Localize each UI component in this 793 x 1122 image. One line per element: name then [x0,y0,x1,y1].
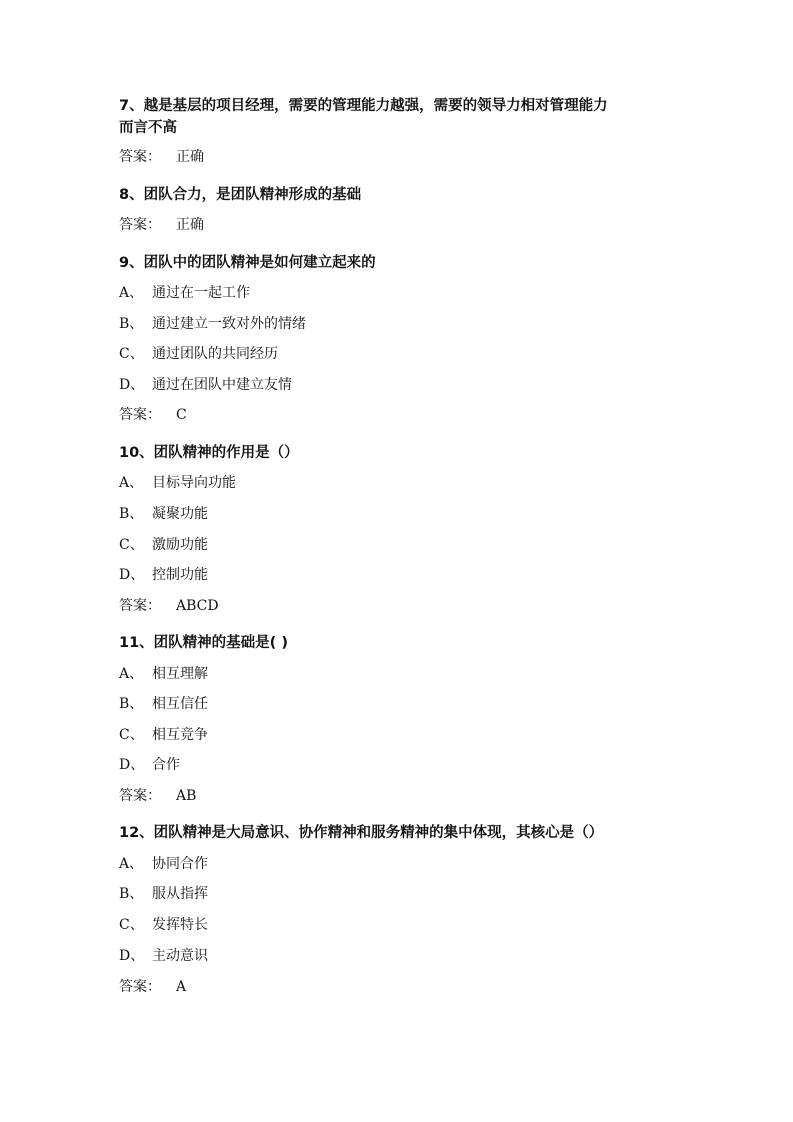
option-label: A、 [119,285,144,301]
option-a [119,664,208,684]
option-c [119,535,208,555]
option-text: 通过团队的共同经历 [152,346,278,362]
option-text: 激励功能 [152,537,208,553]
option-label: B、 [119,316,144,332]
answer-value: C [176,407,187,423]
answer-label: 答案： [119,598,161,614]
answer-value: AB [176,788,197,804]
option-c [119,344,278,364]
option-text: 协同合作 [152,856,208,872]
question-title: 9、团队中的团队精神是如何建立起来的 [119,255,376,271]
option-text: 服从指挥 [152,886,208,902]
option-a [119,473,236,493]
option-label: C、 [119,917,144,933]
question-title-continued: 而言不高 [119,120,177,136]
option-text: 发挥特长 [152,917,208,933]
option-d [119,565,208,585]
option-text: 主动意识 [152,948,208,964]
question-title: 11、团队精神的基础是( ) [119,635,288,651]
answer-line [119,977,186,997]
option-b [119,694,208,714]
answer-line [119,215,204,235]
option-c [119,725,208,745]
answer-line [119,596,219,616]
option-a [119,283,250,303]
option-text: 通过在团队中建立友情 [152,377,292,393]
option-text: 控制功能 [152,567,208,583]
option-text: 相互理解 [152,666,208,682]
answer-label: 答案： [119,979,161,995]
option-label: C、 [119,346,144,362]
option-d [119,755,180,775]
answer-line [119,786,196,806]
option-b [119,504,208,524]
answer-value: 正确 [176,217,204,233]
option-d [119,375,292,395]
option-c [119,915,208,935]
option-label: A、 [119,666,144,682]
option-label: B、 [119,506,144,522]
option-b [119,884,208,904]
option-text: 通过在一起工作 [152,285,250,301]
option-label: D、 [119,948,145,964]
option-d [119,946,208,966]
answer-value: 正确 [176,149,204,165]
option-label: A、 [119,475,144,491]
option-label: C、 [119,727,144,743]
option-label: B、 [119,886,144,902]
option-label: A、 [119,856,144,872]
answer-label: 答案： [119,788,161,804]
option-text: 目标导向功能 [152,475,236,491]
answer-value: A [176,979,187,995]
answer-label: 答案： [119,407,161,423]
question-title: 10、团队精神的作用是（） [119,445,299,461]
question-title: 8、团队合力，是团队精神形成的基础 [119,187,362,203]
question-title: 7、越是基层的项目经理，需要的管理能力越强，需要的领导力相对管理能力 [119,98,608,114]
option-text: 通过建立一致对外的情绪 [152,316,306,332]
option-a [119,854,208,874]
option-text: 合作 [152,757,180,773]
option-label: C、 [119,537,144,553]
option-label: D、 [119,757,145,773]
answer-value: ABCD [176,598,219,614]
answer-line [119,147,204,167]
answer-line [119,405,187,425]
option-b [119,314,306,334]
answer-label: 答案： [119,149,161,165]
option-text: 相互竞争 [152,727,208,743]
option-label: D、 [119,567,145,583]
option-text: 相互信任 [152,696,208,712]
answer-label: 答案： [119,217,161,233]
question-title: 12、团队精神是大局意识、协作精神和服务精神的集中体现，其核心是（） [119,825,604,841]
option-label: D、 [119,377,145,393]
option-label: B、 [119,696,144,712]
option-text: 凝聚功能 [152,506,208,522]
